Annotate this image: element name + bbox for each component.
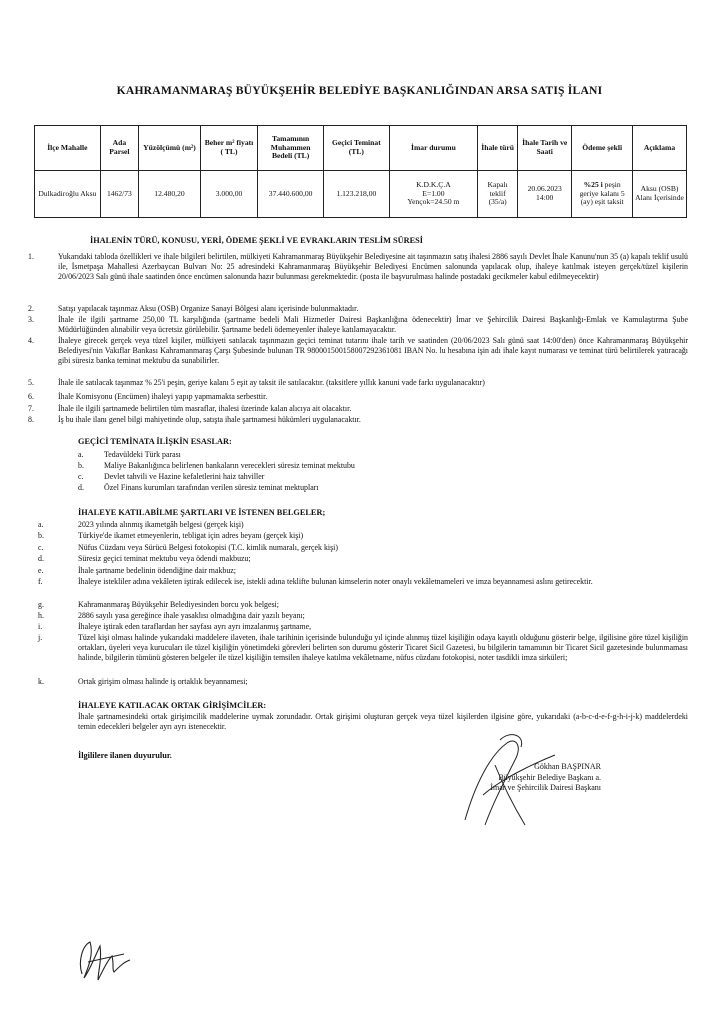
list-item: b. Türkiye'de ikamet etmeyenlerin, tebligat için adres beyanı (gerçek kişi) [38,531,304,540]
cell-teminat: 1.123.218,00 [324,171,390,218]
closing-text: İlgililere ilanen duyurulur. [78,751,172,760]
list-item: a. Tedavüldeki Türk parası [78,450,181,459]
list-item: e. İhale şartname bedelinin ödendiğine dair makbuz; [38,566,236,575]
list-item: c. Nüfus Cüzdanı veya Sürücü Belgesi fotokopisi (T.C. kimlik numaralı, gerçek kişi) [38,543,338,552]
col-header-yuzolcum: Yüzölçümü (m²) [139,126,201,171]
cell-aciklama: Aksu (OSB) Alanı İçerisinde [633,171,687,218]
list-item: 7. İhale ile ilgili şartnamede belirtilen tüm masraflar, ihalesi üzerinde kalan alıcıya ait olacaktır. [28,404,352,413]
imar-line-2: E=1.00 [422,188,445,198]
list-item: j. Tüzel kişi olması halinde yukarıdaki maddelere ilaveten, ihale tarihinin içerisinde bulunduğu yıl içinde alınmış tüzel kişiliğin odaya kayıtlı olduğunu gösterir belge, ilgilisine göre tüzel kişiliğin ortakları, üyeleri veya kurucuları ile tüzel kişiliğin yönetimdeki görevleri belirten son durumu gösterir Ticaret Sicil Gazetesi, bu bilgilerin tamamının bir Ticaret Sicil gazetesinde bulunmaması halinde, bilgilerin tümünü gösteren belgeler ile tüzel kişiliğin temsilen ihaleye katılma vekâletname, nüfus cüzdanı fotokopisi, noter tasdikli imza sirküleri; [38,633,688,663]
tarih-time: 14:00 [536,193,554,202]
section1-heading: İHALENİN TÜRÜ, KONUSU, YERİ, ÖDEME ŞEKLİ VE EVRAKLARIN TESLİM SÜRESİ [90,236,424,245]
list-item: 3. İhale ile ilgili şartname 250,00 TL karşılığında (şartname bedeli Mali Hizmetler Dairesi Başkanlığına ödenecektir) İmar ve Şehircilik Dairesi Başkanlığı-Emlak ve Kamulaştırma Şube Müdürlüğünden alınabilir veya ücretsiz görülebilir. Şartname bedeli ödemeyenler ihaleye katılamayacaktır. [28,315,688,335]
section2-heading: GEÇİCİ TEMİNATA İLİŞKİN ESASLAR: [78,437,232,446]
signatory-title-1: Büyükşehir Belediye Başkanı a. [498,772,601,782]
table-row [35,171,687,218]
col-header-beher: Beher m² fiyatı ( TL) [200,126,257,171]
list-item: d. Özel Finans kurumları tarafından verilen süresiz teminat mektupları [78,483,319,492]
col-header-mahalle: İlçe Mahalle [35,126,101,171]
list-item: i. İhaleye iştirak eden taraflardan her sayfası ayrı ayrı imzalanmış şartname, [38,622,312,631]
list-item: 4. İhaleye girecek gerçek veya tüzel kişiler, mülkiyeti satılacak taşınmazın geçici teminat tutarını ihale tarih ve saatinden (20/06/2023 Salı günü saat 14:00'den) önce Kahramanmaraş Büyükşehir Belediyesi'nin Vakıflar Bankası Kahramanmaraş Çarşı Şubesinde bulunan TR 980001500158007292361081 IBAN No. lu hesabına işin adı ihale kayıt numarası ve teminat türü belirtilerek yatıracağı gibi süresiz banka teminat mektubu da sunabilirler. [28,336,688,366]
list-item: 2. Satışı yapılacak taşınmaz Aksu (OSB) Organize Sanayi Bölgesi alanı içerisinde bulunmaktadır. [28,304,359,313]
list-item: 5. İhale ile satılacak taşınmaz % 25'i peşin, geriye kalanı 5 eşit ay taksit ile satılacaktır. (taksitlere yıllık kanuni vade farkı uygulanacaktır) [28,378,485,387]
cell-muhammen: 37.440.600,00 [258,171,324,218]
list-item: g. Kahramanmaraş Büyükşehir Belediyesinden borcu yok belgesi; [38,600,279,609]
cell-beher: 3.000,00 [200,171,257,218]
col-header-imar: İmar durumu [389,126,477,171]
cell-odeme [572,171,633,218]
odeme-rest: peşin geriye kalanı 5 (ay) eşit taksit [579,179,625,207]
tarih-date: 20.06.2023 [527,184,562,194]
section4-heading: İHALEYE KATILACAK ORTAK GİRİŞİMCİLER: [78,701,267,710]
section3-heading: İHALEYE KATILABİLME ŞARTLARI VE İSTENEN BELGELER; [78,508,326,517]
list-item: 8. İş bu ihale ilanı genel bilgi mahiyetinde olup, satışta ihale şartnamesi hükümleri uygulanacaktır. [28,415,361,424]
imar-line-1: K.D.K.Ç.A [416,179,451,189]
list-item: a. 2023 yılında alınmış ikametgâh belgesi (gerçek kişi) [38,520,244,529]
col-header-odeme: Ödeme şekli [572,126,633,171]
col-header-tarih: İhale Tarih ve Saati [518,126,572,171]
table-header-row [35,126,687,171]
cell-ihale-turu: Kapalı teklif (35/a) [478,171,518,218]
cell-mahalle: Dulkadiroğlu Aksu [35,171,101,218]
signatory-title-2: İmar ve Şehircilik Dairesi Başkanı [490,783,601,793]
col-header-muhammen: Tamamının Muhammen Bedeli (TL) [258,126,324,171]
page-title: KAHRAMANMARAŞ BÜYÜKŞEHİR BELEDİYE BAŞKANLIĞINDAN ARSA SATIŞ İLANI [116,84,603,97]
list-item: d. Süresiz geçici teminat mektubu veya ödendi makbuzu; [38,554,251,563]
col-header-ihale-turu: İhale türü [478,126,518,171]
list-item: 1. Yukarıdaki tabloda özellikleri ve ihale bilgileri belirtilen, mülkiyeti Kahramanmaraş Büyükşehir Belediyesine ait taşınmazın satış ihalesi 2886 sayılı Devlet İhale Kanunu'nun 35 (a) kapalı teklif usulü ile, İsmetpaşa Mahallesi Azerbaycan Bulvarı No: 25 adresindeki Kahramanmaraş Büyükşehir Belediyesi Encümen salonunda yapılacak olup, ihaleye katılmak isteyen gerçek/tüzel kişilerin 20/06/2023 Salı günü ihale saatinden önce encümen salonunda hazır bulunması gerekmektedir. (posta ile başvurulması halinde postadaki gecikmeler kabul edilmeyecektir) [28,252,688,282]
signature-scribble [445,725,585,835]
list-item: b. Maliye Bakanlığınca belirlenen bankaların verecekleri süresiz teminat mektubu [78,461,355,470]
list-item: c. Devlet tahvili ve Hazine kefaletlerini haiz tahviller [78,472,265,481]
cell-yuzolcum: 12.480,20 [139,171,201,218]
sale-table [34,125,687,218]
cell-tarih [518,171,572,218]
odeme-bold: %25 i [583,179,603,189]
col-header-aciklama: Açıklama [633,126,687,171]
col-header-ada: Ada Parsel [100,126,138,171]
paraf-signature [68,932,148,987]
list-item: k. Ortak girişim olması halinde iş ortaklık beyannamesi; [38,677,248,686]
cell-imar [389,171,477,218]
list-item: f. İhaleye istekliler adına vekâleten iştirak edilecek ise, istekli adına teklifte bulunan kimselerin noter onaylı vekâletnameleri ve imza beyannamesi aslını getirecektir. [38,577,593,586]
cell-ada: 1462/73 [100,171,138,218]
section4-text: İhale şartnamesindeki ortak girişimcilik maddelerine uymak zorundadır. Ortak girişimi oluşturan gerçek veya tüzel kişilerden ilgisine göre, yukarıdaki (a-b-c-d-e-f-g-h-i-j-k) maddelerdeki temin edecekleri belgeler ayrı ayrı istenecektir. [78,712,688,732]
list-item: 6. İhale Komisyonu (Encümen) ihaleyi yapıp yapmamakta serbesttir. [28,392,268,401]
list-item: h. 2886 sayılı yasa gereğince ihale yasaklısı olmadığına dair yazılı beyanı; [38,611,305,620]
signatory-name: Gökhan BAŞPINAR [534,762,601,771]
imar-line-3: Yençok=24.50 m [407,197,460,207]
col-header-teminat: Geçici Teminat (TL) [324,126,390,171]
